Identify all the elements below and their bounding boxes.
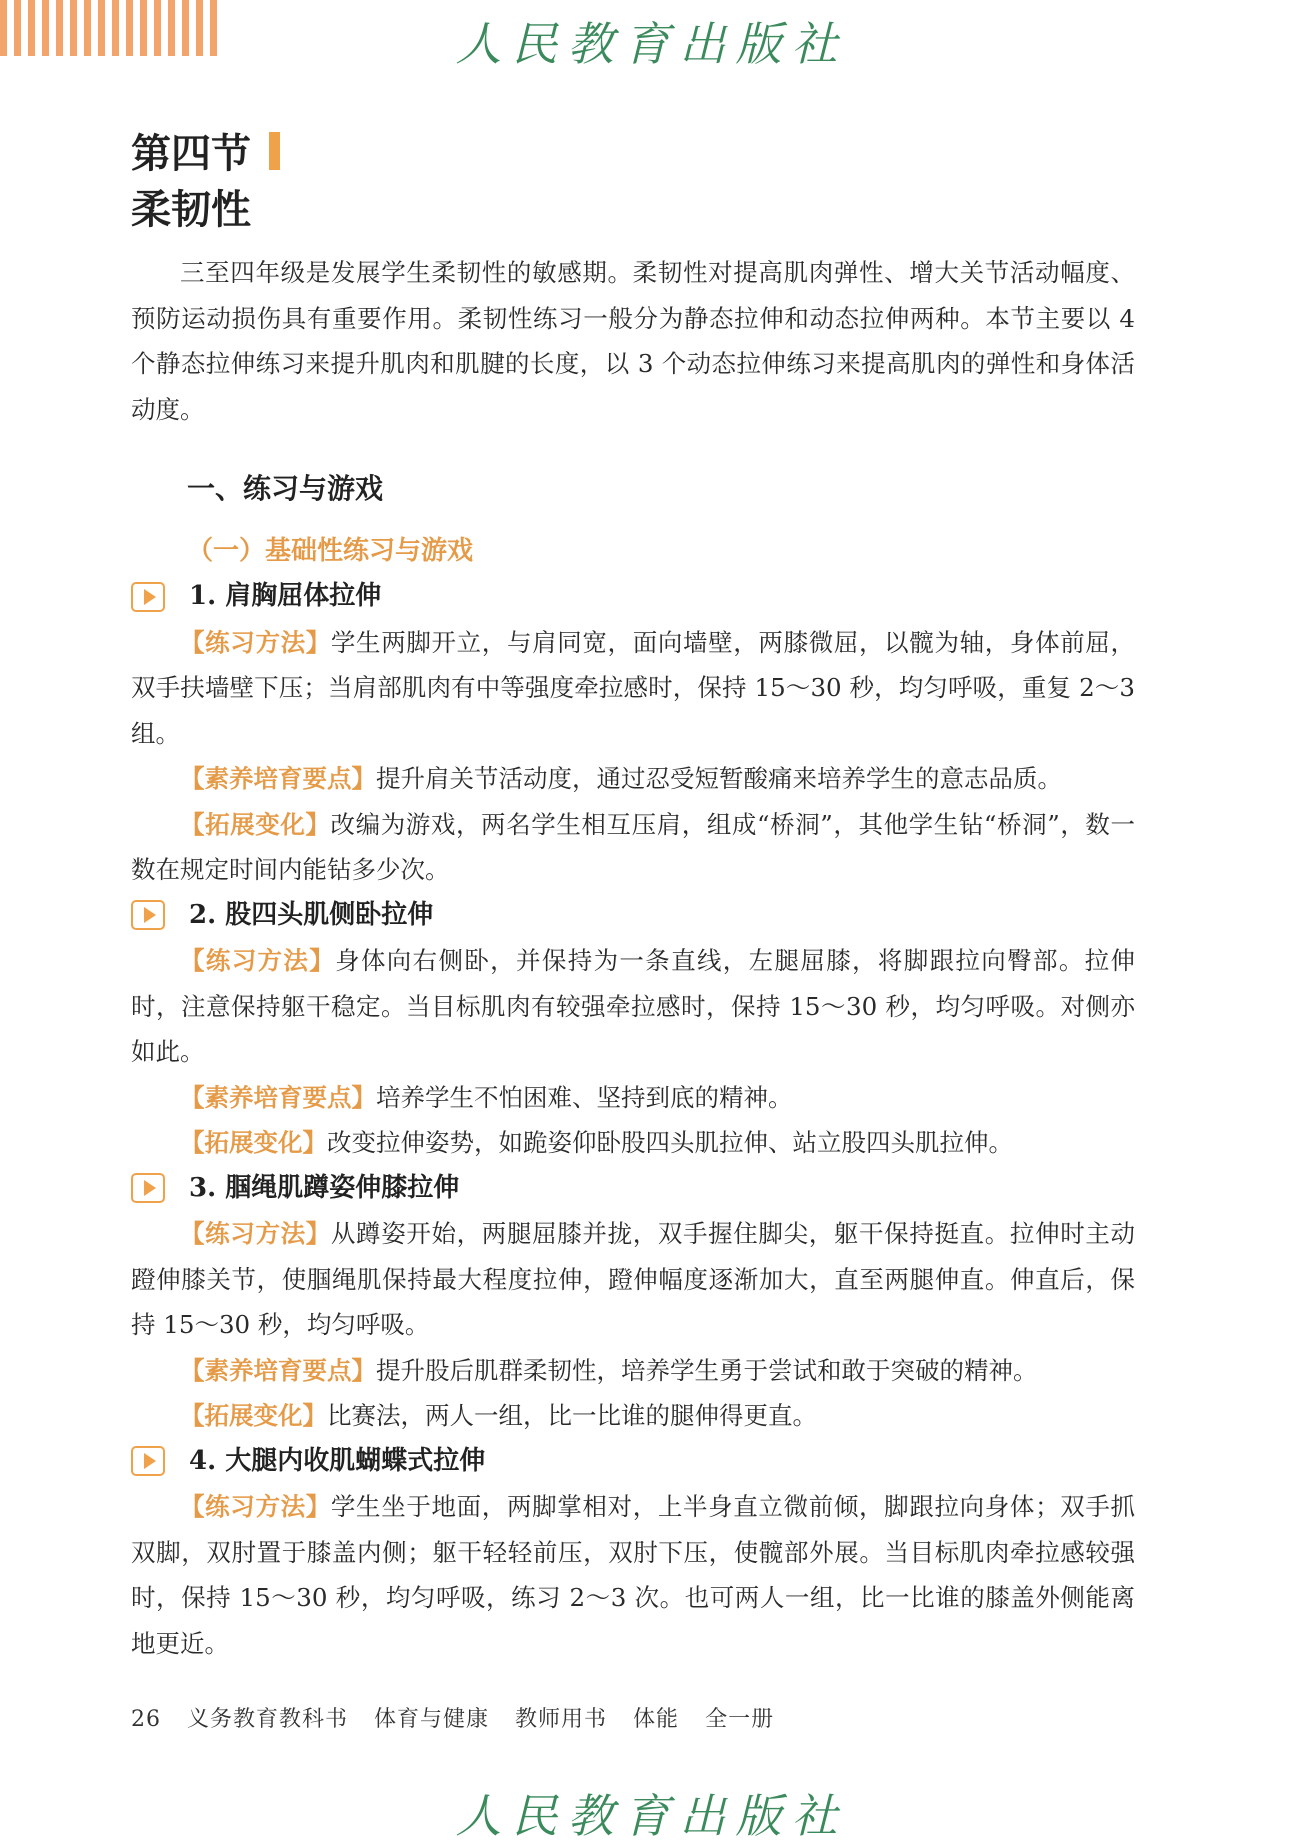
exercise-literacy	[131, 756, 1135, 802]
exercise-method	[131, 620, 1135, 757]
footer-book: 义务教育教科书	[187, 1707, 349, 1732]
exercise-title-text: 4. 大腿内收肌蝴蝶式拉伸	[189, 1445, 486, 1476]
exercise-literacy	[131, 1075, 1135, 1121]
exercise-title	[131, 1439, 1135, 1485]
tag-literacy: 【素养培育要点】	[180, 764, 376, 793]
literacy-text: 培养学生不怕困难、坚持到底的精神。	[376, 1082, 793, 1112]
section-number-text: 第四节	[131, 130, 251, 177]
publisher-logo-top: 人民教育出版社	[455, 17, 848, 71]
page-footer	[131, 1702, 792, 1733]
tag-literacy: 【素养培育要点】	[180, 1082, 376, 1112]
exercise-title	[131, 1166, 1135, 1212]
play-icon[interactable]	[131, 1446, 165, 1476]
method-text: 从蹲姿开始，两腿屈膝并拢，双手握住脚尖，躯干保持挺直。拉伸时主动蹬伸膝关节，使腘绳肌保持最大程度拉伸，蹬伸幅度逐渐加大，直至两腿伸直。伸直后，保持 15～30 秒，均匀呼吸。	[131, 1219, 1136, 1339]
main-content	[131, 250, 1135, 1666]
tag-method: 【练习方法】	[180, 1492, 331, 1521]
tag-extension: 【拓展变化】	[180, 1401, 327, 1430]
tag-extension: 【拓展变化】	[180, 809, 331, 839]
heading-practice-games: 一、练习与游戏	[187, 472, 384, 505]
exercise-extension	[131, 802, 1135, 893]
tag-method: 【练习方法】	[180, 627, 331, 657]
page-number: 26	[131, 1707, 161, 1732]
exercise-method	[131, 938, 1135, 1075]
exercise-title	[131, 893, 1135, 939]
tag-extension: 【拓展变化】	[180, 1128, 327, 1157]
exercise-title-text: 2. 股四头肌侧卧拉伸	[189, 899, 434, 930]
literacy-text: 提升股后肌群柔韧性，培养学生勇于尝试和敢于突破的精神。	[376, 1355, 1038, 1385]
extension-text: 比赛法，两人一组，比一比谁的腿伸得更直。	[327, 1401, 817, 1430]
footer-subject: 体育与健康	[374, 1707, 490, 1732]
tag-method: 【练习方法】	[180, 946, 336, 975]
literacy-text: 提升肩关节活动度，通过忍受短暂酸痛来培养学生的意志品质。	[376, 764, 1062, 793]
exercise-title	[131, 574, 1135, 620]
section-number	[131, 122, 280, 179]
exercise-extension	[131, 1120, 1135, 1166]
tag-literacy: 【素养培育要点】	[180, 1355, 376, 1385]
section-title: 柔韧性	[131, 186, 251, 233]
method-text: 学生两脚开立，与肩同宽，面向墙壁，两膝微屈，以髋为轴，身体前屈，双手扶墙壁下压；当肩部肌肉有中等强度牵拉感时，保持 15～30 秒，均匀呼吸，重复 2～3 组。	[131, 627, 1136, 748]
method-text: 身体向右侧卧，并保持为一条直线，左腿屈膝，将脚跟拉向臀部。拉伸时，注意保持躯干稳定。当目标肌肉有较强牵拉感时，保持 15～30 秒，均匀呼吸。对侧亦如此。	[131, 946, 1136, 1066]
heading-basic-practice: （一）基础性练习与游戏	[187, 536, 474, 566]
exercise-title-text: 3. 腘绳肌蹲姿伸膝拉伸	[189, 1172, 460, 1203]
exercise-method	[131, 1211, 1135, 1348]
exercise-literacy	[131, 1348, 1135, 1394]
intro-paragraph: 三至四年级是发展学生柔韧性的敏感期。柔韧性对提高肌肉弹性、增大关节活动幅度、预防运动损伤具有重要作用。柔韧性练习一般分为静态拉伸和动态拉伸两种。本节主要以 4 个静态拉伸练习来提升肌肉和肌腱的长度，以 3 个动态拉伸练习来提高肌肉的弹性和身体活动度。	[131, 258, 1135, 424]
play-icon[interactable]	[131, 900, 165, 930]
section-accent-bar	[269, 132, 280, 170]
play-icon[interactable]	[131, 582, 165, 612]
exercise-extension	[131, 1393, 1135, 1439]
play-icon[interactable]	[131, 1173, 165, 1203]
exercise-method	[131, 1484, 1135, 1666]
exercise-title-text: 1. 肩胸屈体拉伸	[189, 581, 382, 611]
method-text: 学生坐于地面，两脚掌相对，上半身直立微前倾，脚跟拉向身体；双手抓双脚，双肘置于膝盖内侧；躯干轻轻前压，双肘下压，使髋部外展。当目标肌肉牵拉感较强时，保持 15～30 秒，均匀呼吸，练习 2～3 次。也可两人一组，比一比谁的膝盖外侧能离地更近。	[131, 1492, 1136, 1658]
footer-topic: 体能	[633, 1707, 680, 1732]
extension-text: 改变拉伸姿势，如跪姿仰卧股四头肌拉伸、站立股四头肌拉伸。	[327, 1128, 1013, 1157]
footer-volume: 全一册	[705, 1707, 775, 1732]
publisher-logo-bottom: 人民教育出版社	[455, 1789, 848, 1843]
footer-type: 教师用书	[515, 1707, 608, 1732]
extension-text: 改编为游戏，两名学生相互压肩，组成“桥洞”，其他学生钻“桥洞”，数一数在规定时间内能钻多少次。	[131, 809, 1135, 884]
tag-method: 【练习方法】	[180, 1219, 331, 1248]
